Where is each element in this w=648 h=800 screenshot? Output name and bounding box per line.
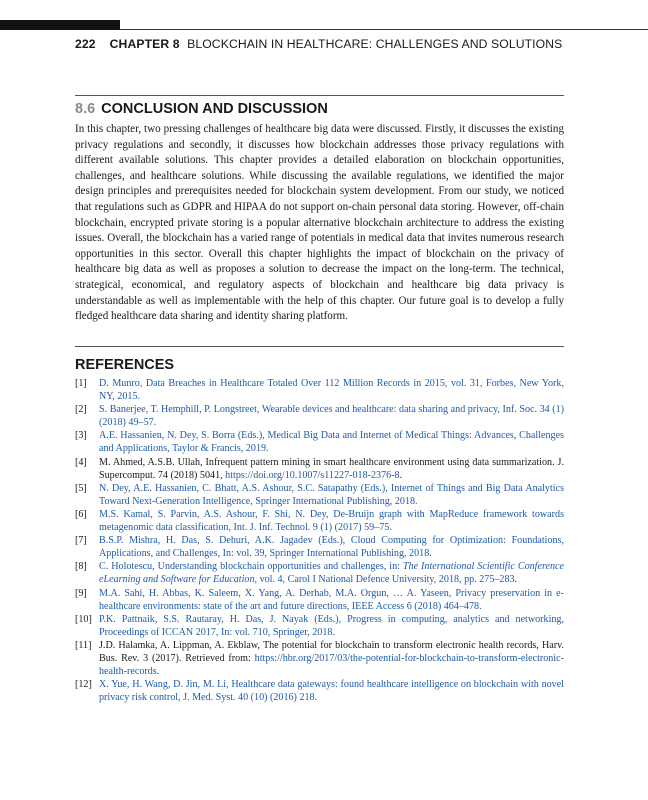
- running-head: [75, 37, 566, 51]
- reference-label: [3]: [75, 430, 87, 442]
- reference-list: [75, 377, 564, 704]
- references-heading: REFERENCES: [75, 357, 175, 373]
- reference-tail: , vol. 4, Carol I National Defence University, 2018, pp. 275–283.: [254, 574, 518, 586]
- reference-tail: .: [156, 666, 160, 678]
- reference-item: [75, 613, 564, 639]
- doi-link[interactable]: https://doi.org/10.1007/s11227-018-2376-8: [225, 469, 400, 481]
- reference-label: [8]: [75, 561, 87, 573]
- reference-text[interactable]: M.A. Sahi, H. Abbas, K. Saleem, X. Yang, A. Derhab, M.A. Orgun, … A. Yaseen, Privacy preservation in e-healthcare environments: state of the art and future directions, IEEE Access 6 (2018) 464–478.: [99, 587, 564, 612]
- header-rule: [120, 29, 648, 30]
- reference-label: [11]: [75, 639, 92, 651]
- chapter-title: BLOCKCHAIN IN HEALTHCARE: CHALLENGES AND SOLUTIONS: [187, 37, 563, 51]
- reference-text[interactable]: B.S.P. Mishra, H. Das, S. Dehuri, A.K. Jagadev (Eds.), Cloud Computing for Optimization: Foundations, Applications, and Challenges, In: vol. 39, Springer International Publishing, 2018.: [99, 535, 564, 560]
- references-rule: [75, 346, 564, 347]
- reference-item: [75, 377, 564, 403]
- reference-text[interactable]: P.K. Pattnaik, S.S. Rautaray, H. Das, J. Nayak (Eds.), Progress in computing, analytics and networking, Proceedings of ICCAN 2017, In: vol. 710, Springer, 2018.: [99, 613, 564, 638]
- reference-italic: The International Scientific Conference eLearning and Software for Education: [99, 561, 564, 586]
- reference-label: [2]: [75, 404, 87, 416]
- section-number: 8.6: [75, 101, 96, 117]
- section-rule: [75, 95, 564, 96]
- page-number: 222: [75, 37, 96, 51]
- reference-text[interactable]: [99, 560, 564, 586]
- reference-item: [75, 587, 564, 613]
- reference-tail: .: [399, 469, 403, 481]
- reference-text[interactable]: X. Yue, H. Wang, D. Jin, M. Li, Healthcare data gateways: found healthcare intelligence on blockchain with novel privacy risk control, J. Med. Syst. 40 (10) (2016) 218.: [99, 679, 564, 704]
- section-body: In this chapter, two pressing challenges of healthcare big data were discussed. Firstly, it discusses the existing privacy regulations and secondly, it discusses how blockchain addresses those privacy regulations with different available solutions. This chapter provides a detailed elaboration on blockchain opportunities, challenges, and healthcare solutions. While discussing the available regulations, we identified the major design principles and prerequisites needed for blockchain system development. From our study, we noticed that regulations such as GDPR and HIPAA do not support on-chain personal data storing. However, off-chain blockchain, encrypted private storing is a popular alternative blockchain architecture to address the existing issues. Overall, the blockchain has a varied range of potentials in medical data that invites numerous research opportunities in this sector. Overall this chapter highlights the impact of blockchain on the privacy of healthcare big data as well as proposes a solution to decrease the impact on the long-term. The technical, strategical, economical, and regulatory aspects of blockchain and healthcare big data privacy is understandable as well as implementable with the help of this chapter. Our future goal is to develop a fully fledged healthcare data sharing and identity sharing platform.: [75, 123, 564, 323]
- reference-label: [6]: [75, 508, 87, 520]
- reference-item: [75, 482, 564, 508]
- reference-body: M. Ahmed, A.S.B. Ullah, Infrequent pattern mining in smart healthcare environment using data summarization. J. Supercomput. 74 (2018) 5041,: [99, 456, 564, 481]
- reference-item: [75, 508, 564, 534]
- reference-text[interactable]: D. Munro, Data Breaches in Healthcare Totaled Over 112 Million Records in 2015, vol. 31, Forbes, New York, NY, 2015.: [99, 378, 564, 403]
- reference-body: J.D. Halamka, A. Lippman, A. Ekblaw, The potential for blockchain to transform electronic health records, Harv. Bus. Rev. 3 (2017). Retrieved from:: [99, 639, 564, 664]
- section-title: CONCLUSION AND DISCUSSION: [101, 101, 328, 117]
- reference-item: [75, 678, 564, 704]
- reference-text[interactable]: S. Banerjee, T. Hemphill, P. Longstreet, Wearable devices and healthcare: data sharing and privacy, Inf. Soc. 34 (1) (2018) 49–57.: [99, 404, 564, 429]
- reference-item: [75, 456, 564, 482]
- reference-body: C. Holotescu, Understanding blockchain opportunities and challenges, in:: [99, 561, 403, 573]
- reference-item: [75, 534, 564, 560]
- reference-item: [75, 429, 564, 455]
- reference-text[interactable]: M.S. Kamal, S. Parvin, A.S. Ashour, F. Shi, N. Dey, De-Bruijn graph with MapReduce framework towards metagenomic data classification, Int. J. Inf. Technol. 9 (1) (2017) 59–75.: [99, 508, 564, 534]
- doi-link[interactable]: https://hbr.org/2017/03/the-potential-for-blockchain-to-transform-electronic-health-records: [99, 652, 564, 678]
- reference-text[interactable]: N. Dey, A.E. Hassanien, C. Bhatt, A.S. Ashour, S.C. Satapathy (Eds.), Internet of Things and Big Data Analytics Toward Next-Generation Intelligence, Springer International Publishing, 2018.: [99, 482, 564, 507]
- reference-label: [9]: [75, 587, 87, 599]
- reference-label: [7]: [75, 535, 87, 547]
- reference-text: [99, 456, 564, 482]
- header-bar-decoration: [0, 20, 120, 30]
- section-heading: [75, 101, 328, 117]
- reference-label: [5]: [75, 482, 87, 494]
- chapter-label: CHAPTER 8: [109, 37, 180, 51]
- reference-text: [99, 639, 564, 678]
- reference-item: [75, 639, 564, 678]
- reference-label: [12]: [75, 679, 92, 691]
- reference-text[interactable]: A.E. Hassanien, N. Dey, S. Borra (Eds.), Medical Big Data and Internet of Medical Things: Advances, Challenges and Applications, Taylor & Francis, 2019.: [99, 430, 564, 455]
- reference-item: [75, 560, 564, 586]
- reference-label: [10]: [75, 613, 92, 625]
- reference-label: [1]: [75, 378, 87, 389]
- reference-label: [4]: [75, 456, 87, 468]
- reference-item: [75, 403, 564, 429]
